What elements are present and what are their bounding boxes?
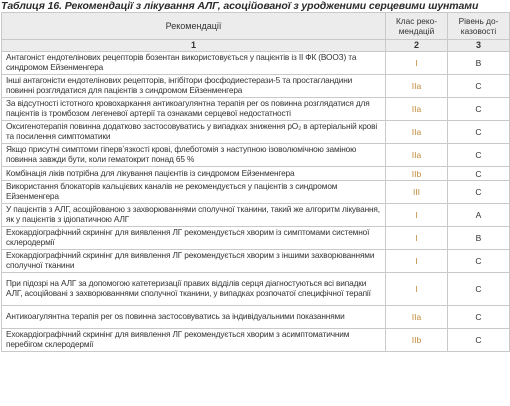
column-number-row — [2, 40, 510, 52]
table-row — [2, 144, 510, 167]
recommendations-table — [1, 12, 510, 352]
table-row — [2, 329, 510, 352]
evidence-level: A — [448, 204, 510, 227]
evidence-level: C — [448, 167, 510, 181]
table-row — [2, 52, 510, 75]
header-class: Клас реко-мендацій — [386, 13, 448, 40]
recommendation-class: I — [386, 52, 448, 75]
header-row — [2, 13, 510, 40]
evidence-level: C — [448, 75, 510, 98]
recommendation-text: Інші антагоністи ендотелінових рецепторів, інгібітори фосфодиестерази-5 та простагландини повинні розглядатися для пацієнтів з синдромом Ейзенменгера — [2, 75, 386, 98]
evidence-level: C — [448, 181, 510, 204]
recommendation-class: IIb — [386, 167, 448, 181]
recommendation-class: I — [386, 250, 448, 273]
recommendation-class: IIa — [386, 306, 448, 329]
table-row — [2, 167, 510, 181]
recommendation-class: IIa — [386, 121, 448, 144]
table-row — [2, 227, 510, 250]
header-evidence-level: Рівень до-казовості — [448, 13, 510, 40]
recommendation-text: За відсутності істотного кровохаркання антикоагулянтна терапія per os повинна розглядатися для пацієнтів із тромбозом легеневої артерії та ознаками серцевої недостатності — [2, 98, 386, 121]
evidence-level: C — [448, 329, 510, 352]
evidence-level: B — [448, 52, 510, 75]
table-row — [2, 98, 510, 121]
recommendation-class: I — [386, 227, 448, 250]
table-caption: Таблиця 16. Рекомендації з лікування АЛГ, асоційованої з уродженими серцевими шунтами — [1, 0, 479, 12]
evidence-level: C — [448, 250, 510, 273]
table-row — [2, 250, 510, 273]
recommendation-text: При підозрі на АЛГ за допомогою катетеризації правих відділів серця діагностуються всі випадки АЛГ, асоційовані з захворюваннями сполучної тканини, у випадках розпочатої специфічної терапії — [2, 273, 386, 306]
recommendation-class: IIa — [386, 98, 448, 121]
evidence-level: C — [448, 144, 510, 167]
evidence-level: C — [448, 98, 510, 121]
recommendation-class: IIa — [386, 75, 448, 98]
recommendation-class: III — [386, 181, 448, 204]
recommendation-text: Використання блокаторів кальцієвих каналів не рекомендується у пацієнтів з синдромом Ейзенменгера — [2, 181, 386, 204]
evidence-level: C — [448, 273, 510, 306]
recommendation-text: Ехокардіографічний скринінг для виявлення ЛГ рекомендується хворим з асимптоматичним перебігом склеродермії — [2, 329, 386, 352]
column-number: 3 — [448, 40, 510, 52]
header-recommendations: Рекомендації — [2, 13, 386, 40]
table-row — [2, 121, 510, 144]
recommendation-class: I — [386, 273, 448, 306]
recommendation-text: Антагоніст ендотелінових рецепторів бозентан використовується у пацієнтів із II ФК (ВООЗ) та синдромом Ейзенменгера — [2, 52, 386, 75]
recommendation-text: Ехокардіографічний скринінг для виявлення ЛГ рекомендується хворим з іншими захворюваннями сполучної тканини — [2, 250, 386, 273]
evidence-level: B — [448, 227, 510, 250]
table-row — [2, 306, 510, 329]
table-row — [2, 273, 510, 306]
recommendation-text: Оксигенотерапія повинна додатково застосовуватись у випадках зниження pO₂ в артеріальній крові та посилення симптоматики — [2, 121, 386, 144]
recommendation-class: IIa — [386, 144, 448, 167]
recommendation-text: У пацієнтів з АЛГ, асоційованою з захворюваннями сполучної тканини, такий же алгоритм лікування, як у пацієнтів з ідіопатичною АЛГ — [2, 204, 386, 227]
evidence-level: C — [448, 306, 510, 329]
evidence-level: C — [448, 121, 510, 144]
recommendation-class: I — [386, 204, 448, 227]
column-number: 1 — [2, 40, 386, 52]
recommendation-class: IIb — [386, 329, 448, 352]
recommendation-text: Ехокардіографічний скринінг для виявлення ЛГ рекомендується хворим із симптомами системної склеродермії — [2, 227, 386, 250]
table-row — [2, 75, 510, 98]
recommendation-text: Якщо присутні симптоми гіпервʼязкості крові, флеботомія з наступною ізоволюмічною заміною повинна завжди бути, коли гематокрит понад 65 % — [2, 144, 386, 167]
recommendation-text: Комбінація ліків потрібна для лікування пацієнтів із синдромом Ейзенменгера — [2, 167, 386, 181]
table-row — [2, 204, 510, 227]
recommendation-text: Антикоагулянтна терапія per os повинна застосовуватись за індивідуальними показаннями — [2, 306, 386, 329]
column-number: 2 — [386, 40, 448, 52]
table-row — [2, 181, 510, 204]
